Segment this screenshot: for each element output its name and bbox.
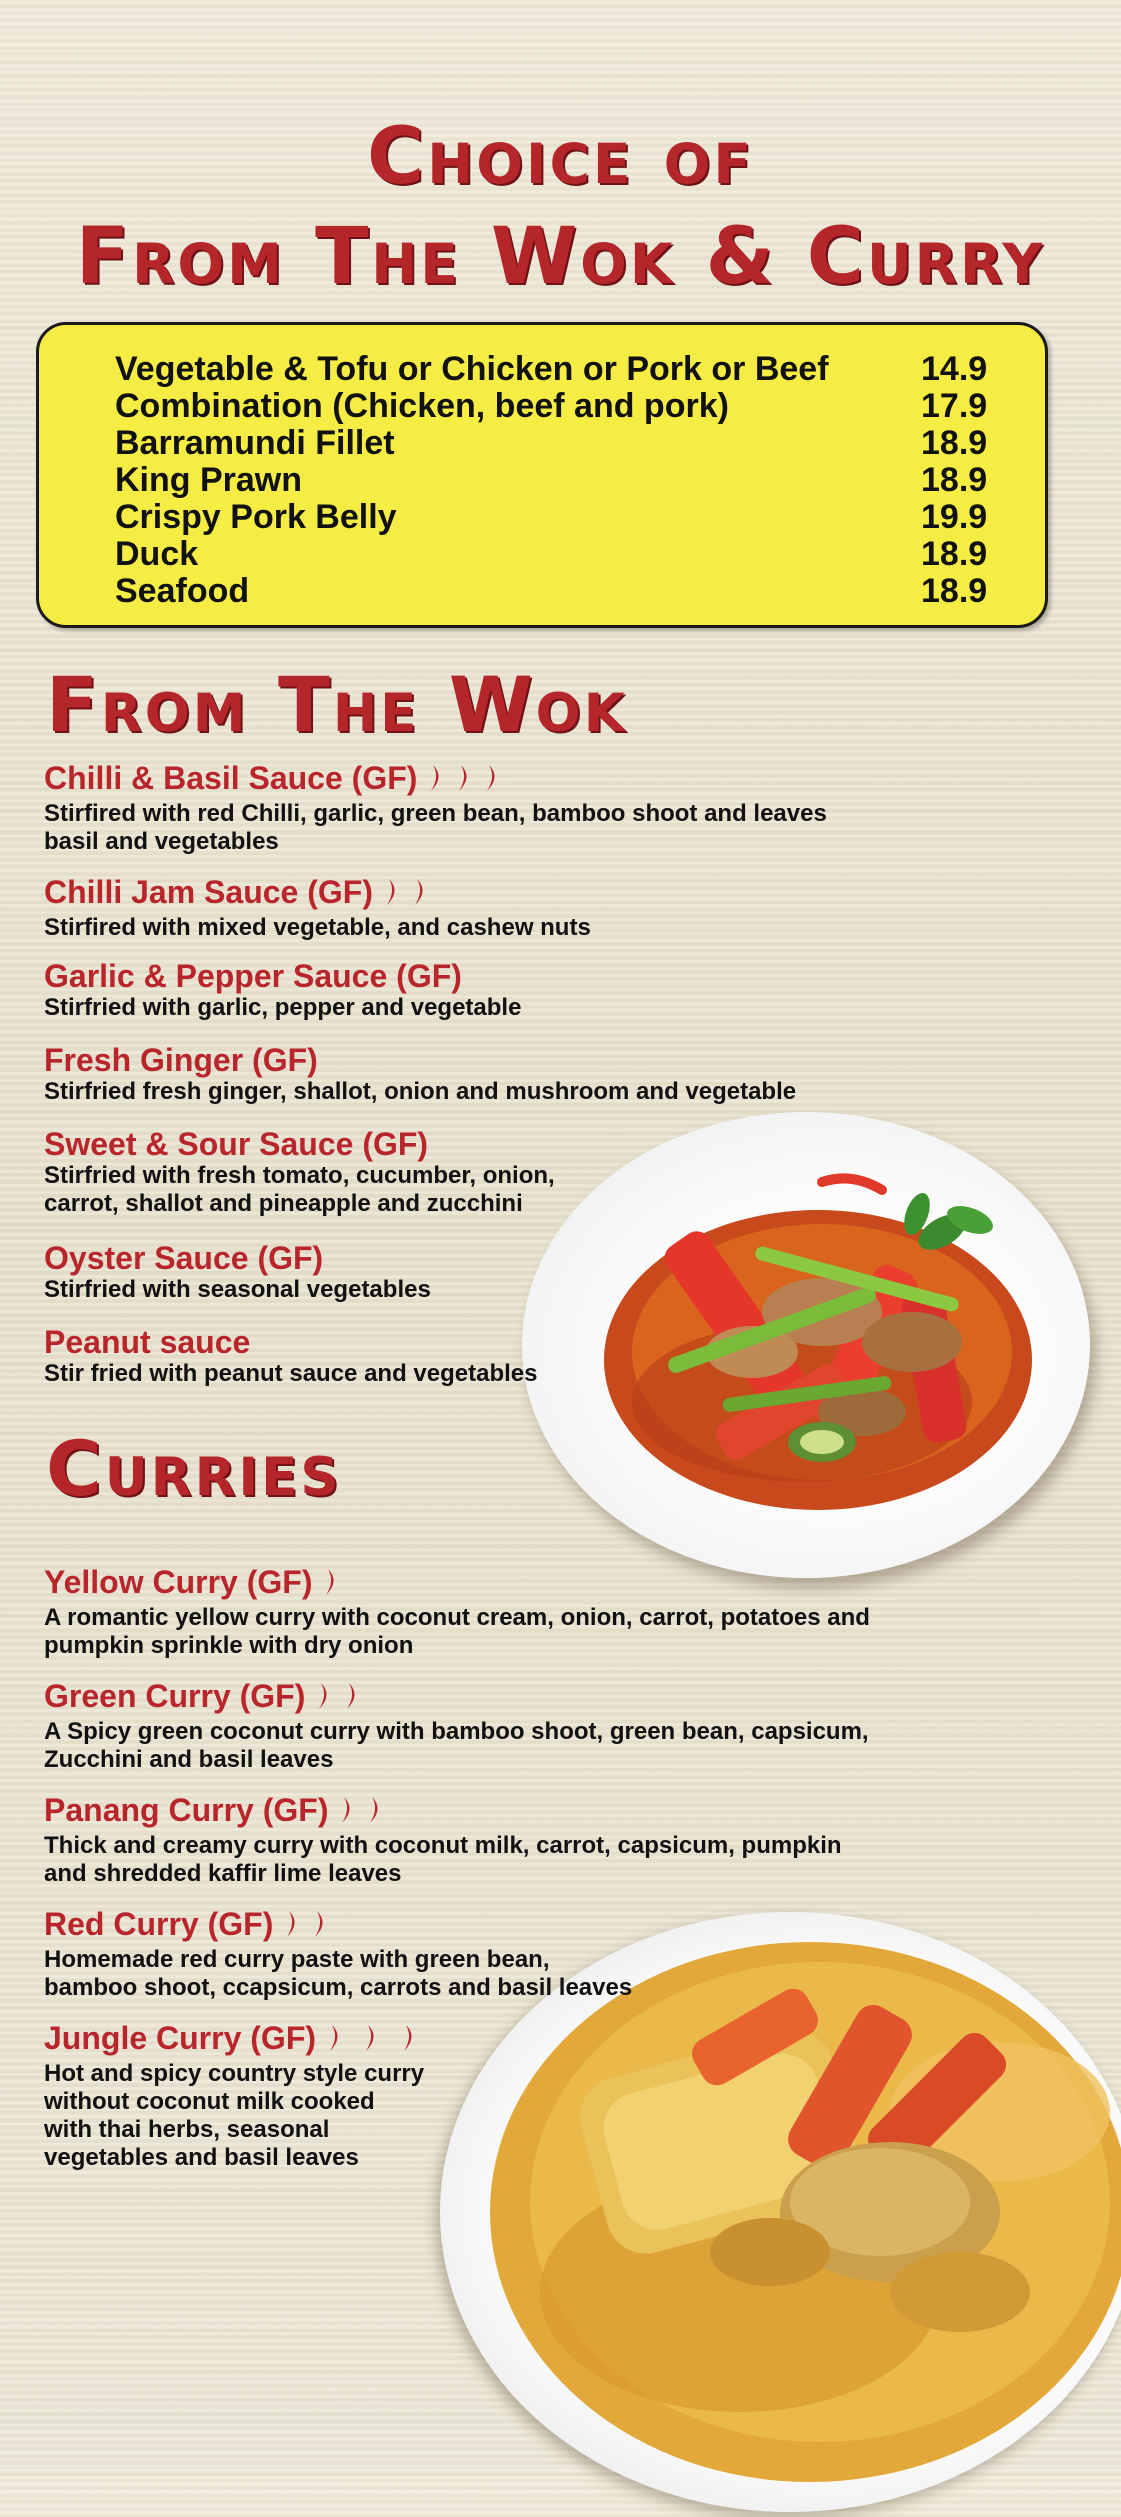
menu-item-name: Sweet & Sour Sauce (GF): [44, 1126, 429, 1162]
price-row-name: Combination (Chicken, beef and pork): [115, 387, 729, 425]
curry-dish-photo: [440, 1912, 1121, 2512]
menu-item-description: Zucchini and basil leaves: [44, 1746, 334, 1773]
curry-dish-illustration: [440, 1912, 1121, 2512]
menu-item-description: without coconut milk cooked: [44, 2088, 375, 2115]
price-row-value: 18.9: [921, 424, 988, 462]
menu-item-description: Stirfired with red Chilli, garlic, green bean, bamboo shoot and leaves: [44, 800, 827, 827]
menu-item-title: [44, 760, 1074, 800]
menu-item-description: bamboo shoot, ccapsicum, carrots and basil leaves: [44, 1974, 633, 2001]
price-row-name: Duck: [115, 535, 199, 573]
menu-item: [44, 1564, 1074, 1660]
price-row-value: 14.9: [921, 350, 988, 388]
menu-item-name: Oyster Sauce (GF): [44, 1240, 324, 1276]
price-row-value: 18.9: [921, 461, 988, 499]
price-row: [115, 573, 1005, 610]
menu-item: [44, 1678, 1074, 1774]
price-list-box: [36, 322, 1048, 628]
menu-item-description: basil and vegetables: [44, 828, 279, 855]
chilli-icon: [379, 877, 435, 914]
menu-item-description: Stirfried with garlic, pepper and vegetable: [44, 994, 522, 1021]
menu-item-description: with thai herbs, seasonal: [44, 2116, 330, 2143]
menu-item: [44, 958, 1074, 1022]
menu-item: [44, 1906, 1074, 2002]
menu-item-title: [44, 1564, 1074, 1604]
menu-item-description: Stirfired with mixed vegetable, and cashew nuts: [44, 914, 591, 941]
chilli-icon: [322, 2023, 432, 2060]
menu-item-description: Stir fried with peanut sauce and vegetables: [44, 1360, 538, 1387]
menu-item-description: carrot, shallot and pineapple and zucchini: [44, 1190, 523, 1217]
price-row: [115, 499, 1005, 536]
menu-item-description: Stirfried with fresh tomato, cucumber, onion,: [44, 1162, 555, 1189]
section-heading-wok: From The Wok: [46, 660, 628, 749]
menu-item-description: A Spicy green coconut curry with bamboo shoot, green bean, capsicum,: [44, 1718, 869, 1745]
price-row: [115, 388, 1005, 425]
chilli-icon: [311, 1681, 367, 1718]
menu-item-title: [44, 1678, 1074, 1718]
menu-item-title: [44, 1792, 1074, 1832]
menu-item-name: Red Curry (GF): [44, 1906, 274, 1942]
menu-item-description: Stirfried with seasonal vegetables: [44, 1276, 431, 1303]
menu-item-description: and shredded kaffir lime leaves: [44, 1860, 402, 1887]
menu-item: [44, 874, 1074, 942]
price-row-value: 17.9: [921, 387, 988, 425]
menu-item: [44, 1792, 1074, 1888]
menu-item-name: Green Curry (GF): [44, 1678, 306, 1714]
price-row-name: Crispy Pork Belly: [115, 498, 397, 536]
menu-item: [44, 1240, 1074, 1304]
menu-item-name: Fresh Ginger (GF): [44, 1042, 318, 1078]
section-heading-curries: Curries: [46, 1424, 342, 1513]
chilli-icon: [318, 1567, 346, 1604]
menu-item-name: Peanut sauce: [44, 1324, 251, 1360]
price-row-value: 18.9: [921, 535, 988, 573]
price-row: [115, 425, 1005, 462]
price-row: [115, 462, 1005, 499]
price-row-value: 18.9: [921, 572, 988, 610]
menu-item-description: Stirfried fresh ginger, shallot, onion and mushroom and vegetable: [44, 1078, 797, 1105]
menu-item: [44, 1126, 1074, 1218]
menu-item-name: Chilli & Basil Sauce (GF): [44, 760, 418, 796]
chilli-icon: [279, 1909, 335, 1946]
menu-item-title: [44, 874, 1074, 914]
menu-item-name: Chilli Jam Sauce (GF): [44, 874, 373, 910]
menu-item-title: [44, 2020, 1074, 2060]
price-row: [115, 351, 1005, 388]
price-row: [115, 536, 1005, 573]
menu-item-name: Yellow Curry (GF): [44, 1564, 313, 1600]
price-row-name: Barramundi Fillet: [115, 424, 395, 462]
menu-item-description: Thick and creamy curry with coconut milk, carrot, capsicum, pumpkin: [44, 1832, 842, 1859]
menu-item-description: vegetables and basil leaves: [44, 2144, 359, 2171]
price-row-name: Seafood: [115, 572, 250, 610]
chilli-icon: [334, 1795, 390, 1832]
menu-item-name: Jungle Curry (GF): [44, 2020, 317, 2056]
chilli-icon: [423, 763, 507, 800]
price-row-name: Vegetable & Tofu or Chicken or Pork or Beef: [115, 350, 829, 388]
price-row-value: 19.9: [921, 498, 988, 536]
page-title-line-1: Choice of: [367, 112, 754, 202]
menu-item: [44, 1324, 1074, 1388]
menu-item-name: Panang Curry (GF): [44, 1792, 329, 1828]
menu-item-description: Homemade red curry paste with green bean,: [44, 1946, 550, 1973]
menu-item-name: Garlic & Pepper Sauce (GF): [44, 958, 462, 994]
menu-item-description: pumpkin sprinkle with dry onion: [44, 1632, 414, 1659]
price-row-name: King Prawn: [115, 461, 303, 499]
menu-item-title: [44, 1906, 1074, 1946]
page-title-line-2: From The Wok & Curry: [75, 212, 1046, 302]
menu-item: [44, 1042, 1074, 1106]
menu-item: [44, 760, 1074, 856]
menu-item-description: A romantic yellow curry with coconut cream, onion, carrot, potatoes and: [44, 1604, 870, 1631]
menu-item-description: Hot and spicy country style curry: [44, 2060, 425, 2087]
menu-item: [44, 2020, 1074, 2172]
